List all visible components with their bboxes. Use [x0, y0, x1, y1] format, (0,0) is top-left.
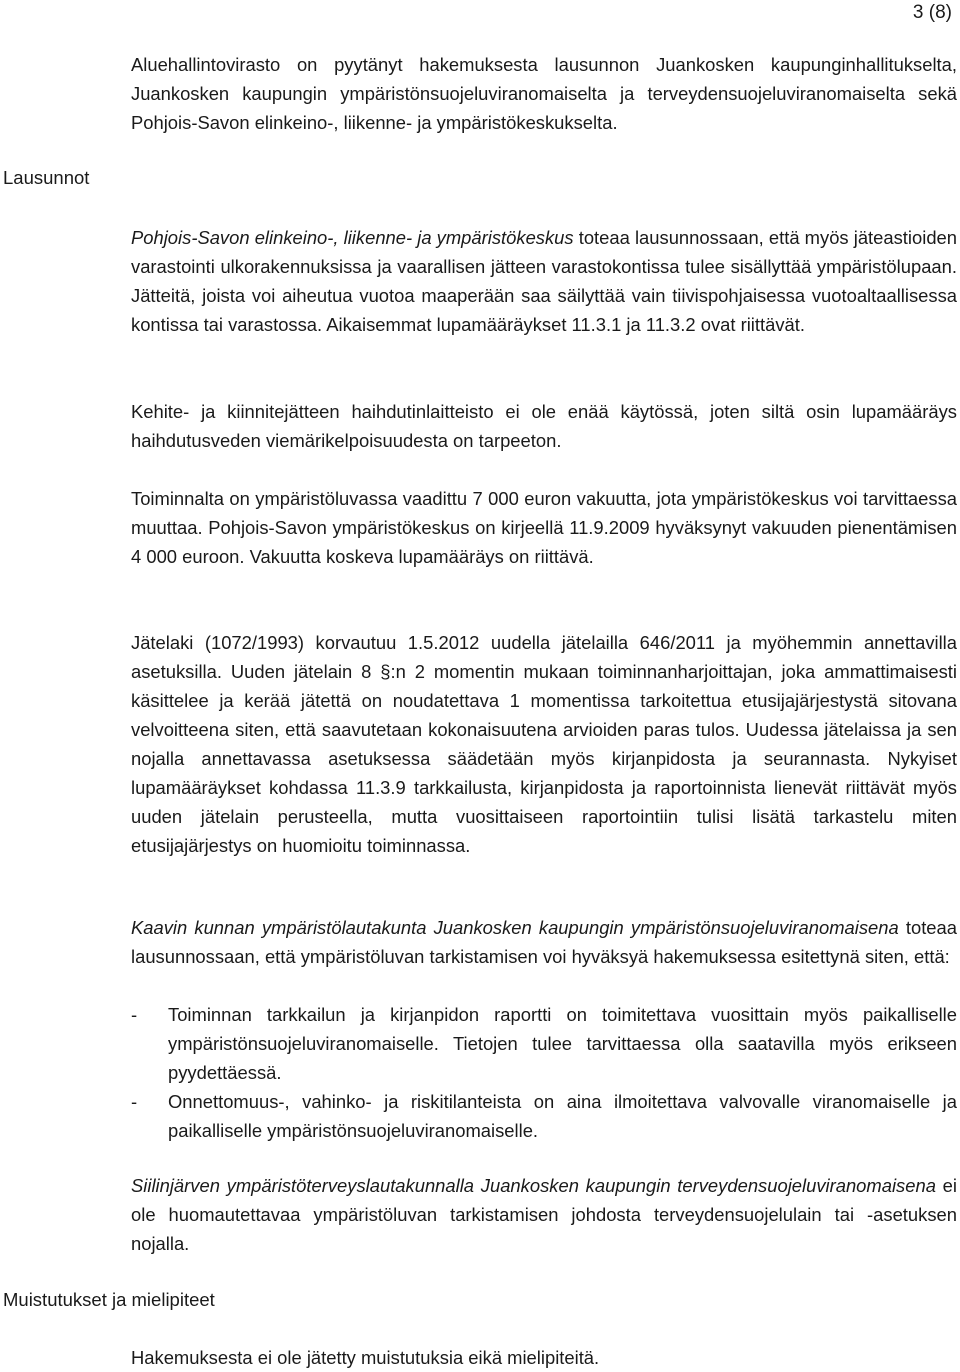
- list-dash: -: [131, 1004, 138, 1025]
- paragraph-evaporator: Kehite- ja kiinnitejätteen haihdutinlaitteisto ei ole enää käytössä, joten siltä osin lupamääräys haihdutusveden viemärikelpoisuudesta on tarpeeton.: [131, 401, 957, 451]
- section-heading-muistutukset: Muistutukset ja mielipiteet: [3, 1289, 215, 1310]
- list-item: [131, 1000, 957, 1087]
- list-item-text: Onnettomuus-, vahinko- ja riskitilanteista on aina ilmoitettava valvovalle viranomaiselle ja paikalliselle ympäristönsuojeluviranomaiselle.: [168, 1091, 957, 1141]
- statement-author: Siilinjärven ympäristöterveyslautakunnalla Juankosken kaupungin terveydensuojeluviranomaisena: [131, 1175, 936, 1196]
- list-item: [131, 1087, 957, 1145]
- statement-text: toteaa lausunnossaan, että myös jäteastioiden varastointi ulkorakennuksissa ja vaarallisen jätteen varastokontissa tulee sisällyttää ympäristölupaan. Jätteitä, joista voi aiheutua vuotoa maaperään saa säilyttää vain tiivispohjaisessa vuotoaltaallisessa kontissa tai varastossa. Aikaisemmat lupamääräykset 11.3.1 ja 11.3.2 ovat riittävät.: [131, 227, 958, 335]
- section-heading-lausunnot: Lausunnot: [3, 167, 90, 188]
- paragraph-guarantee: Toiminnalta on ympäristöluvassa vaadittu 7 000 euron vakuutta, jota ympäristökeskus voi tarvittaessa muuttaa. Pohjois-Savon ympäristökeskus on kirjeellä 11.9.2009 hyväksynyt vakuuden pienentämisen 4 000 euroon. Vakuutta koskeva lupamääräys on riittävä.: [131, 488, 957, 567]
- list-item-text: Toiminnan tarkkailun ja kirjanpidon raportti on toimitettava vuosittain myös paikalliselle ympäristönsuojeluviranomaiselle. Tietojen tulee tarvittaessa olla saatavilla myös erikseen pyydettäessä.: [168, 1004, 957, 1083]
- list-dash: -: [131, 1091, 138, 1112]
- statement-text: ei ole huomautettavaa ympäristöluvan tarkistamisen johdosta terveydensuojelulain tai -asetuksen nojalla.: [131, 1175, 957, 1254]
- statement-text: toteaa lausunnossaan, että ympäristöluvan tarkistamisen voi hyväksyä hakemuksessa esitettynä siten, että:: [131, 917, 957, 967]
- paragraph-waste-law: Jätelaki (1072/1993) korvautuu 1.5.2012 uudella jätelailla 646/2011 ja myöhemmin annettavilla asetuksilla. Uuden jätelain 8 §:n 2 momentin mukaan toiminnanharjoittajan, joka ammattimaisesti käsittelee ja kerää jätettä on noudatettava 1 momentissa tarkoitettua etusijajärjestystä sitovana velvoitteena siten, että saavutetaan kokonaisuutena arvioiden paras tulos. Uudessa jätelaissa ja sen nojalla annettavassa asetuksessa säädetään myös kirjanpidosta ja seurannasta. Nykyiset lupamääräykset kohdassa 11.3.9 tarkkailusta, kirjanpidosta ja raportoinnista lienevät riittävät myös uuden jätelain perusteella, mutta vuosittaiseen raportointiin tulisi lisätä tarkastelu miten etusijajärjestys on huomioitu toiminnassa.: [131, 632, 957, 856]
- paragraph-ely-statement: [131, 223, 957, 339]
- statement-author: Pohjois-Savon elinkeino-, liikenne- ja ympäristökeskus: [131, 227, 574, 248]
- page-number: 3 (8): [912, 2, 952, 23]
- statement-author: Kaavin kunnan ympäristölautakunta Juankosken kaupungin ympäristönsuojeluviranomaisena: [131, 917, 899, 938]
- paragraph-no-objections: Hakemuksesta ei ole jätetty muistutuksia eikä mielipiteitä.: [131, 1347, 600, 1368]
- paragraph-kaavi-statement: [131, 913, 957, 971]
- condition-list: [131, 1000, 957, 1145]
- paragraph-siilinjarvi-statement: [131, 1171, 957, 1258]
- paragraph-intro: Aluehallintovirasto on pyytänyt hakemuksesta lausunnon Juankosken kaupunginhallitukselta, Juankosken kaupungin ympäristönsuojeluviranomaiselta ja terveydensuojeluviranomaiselta sekä Pohjois-Savon elinkeino-, liikenne- ja ympäristökeskukselta.: [131, 54, 957, 133]
